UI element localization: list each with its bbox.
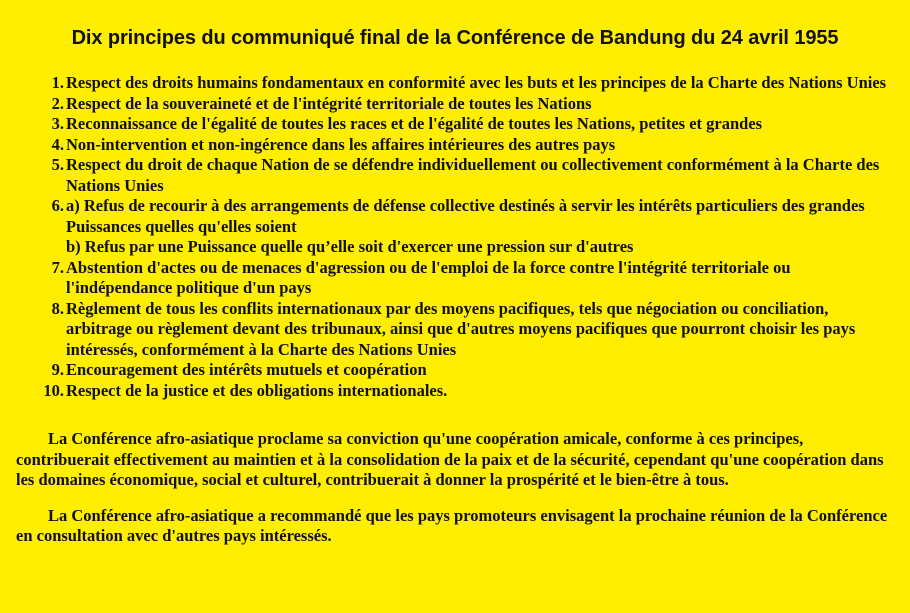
list-item-text: Non-intervention et non-ingérence dans les affaires intérieures des autres pays xyxy=(66,134,616,154)
list-item-number: 2. xyxy=(51,93,64,113)
list-item-subtext: b) Refus par une Puissance quelle qu’elle soit d'exercer une pression sur d'autres xyxy=(66,237,634,256)
list-item-number: 6. xyxy=(51,196,64,215)
list-item xyxy=(16,94,894,115)
list-item-number: 9. xyxy=(51,360,64,379)
list-item xyxy=(16,381,894,402)
list-item-text: a) Refus de recourir à des arrangements de défense collective destinés à servir les intérêts particuliers des grandes Puissances quelles qu'elles soient xyxy=(66,196,865,236)
list-item-number: 10. xyxy=(43,380,64,400)
list-item xyxy=(16,360,894,381)
list-item xyxy=(16,196,894,258)
list-item-number: 8. xyxy=(51,298,64,318)
list-item-text: Respect du droit de chaque Nation de se défendre individuellement ou collectivement conformément à la Charte des Nations Unies xyxy=(66,155,880,195)
list-item-number: 4. xyxy=(51,134,64,154)
list-item-text: Reconnaissance de l'égalité de toutes les races et de l'égalité de toutes les Nations, petites et grandes xyxy=(66,114,763,133)
principles-list xyxy=(16,73,894,401)
list-item xyxy=(16,299,894,361)
list-item xyxy=(16,73,894,94)
list-item xyxy=(16,114,894,135)
list-item-text: Respect de la souveraineté et de l'intégrité territoriale de toutes les Nations xyxy=(66,93,592,113)
recommendation-paragraph: La Conférence afro-asiatique a recommandé que les pays promoteurs envisagent la prochaine réunion de la Conférence en consultation avec d'autres pays intéressés. xyxy=(16,505,888,545)
list-item-text: Respect des droits humains fondamentaux en conformité avec les buts et les principes de la Charte des Nations Unies xyxy=(66,73,887,92)
list-item-number: 3. xyxy=(51,114,64,133)
list-item-number: 7. xyxy=(51,257,64,277)
list-item xyxy=(16,258,894,299)
list-item-text: Encouragement des intérêts mutuels et coopération xyxy=(66,360,427,379)
list-item-number: 1. xyxy=(51,73,64,92)
list-item xyxy=(16,135,894,156)
list-item-text: Respect de la justice et des obligations internationales. xyxy=(66,380,448,400)
list-item-text: Règlement de tous les conflits internationaux par des moyens pacifiques, tels que négociation ou conciliation, arbitrage ou règlement devant des tribunaux, ainsi que d'autres moyens pacifiques que pourront choisir les pays intéressés, conformément à la Charte des Nations Unies xyxy=(66,298,856,359)
list-item-text: Abstention d'actes ou de menaces d'agression ou de l'emploi de la force contre l'intégrité territoriale ou l'indépendance politique d'un pays xyxy=(66,257,791,297)
page-title: Dix principes du communiqué final de la Conférence de Bandung du 24 avril 1955 xyxy=(71,27,839,49)
list-item-number: 5. xyxy=(51,155,64,174)
list-item xyxy=(16,155,894,196)
conviction-paragraph: La Conférence afro-asiatique proclame sa conviction qu'une coopération amicale, conforme à ces principes, contribuerait effectivement au maintien et à la consolidation de la paix et de la sécurité, cependant qu'une coopération dans les domaines économique, social et culturel, contribuerait à donner la prospérité et le bien-être à tous. xyxy=(16,429,884,489)
